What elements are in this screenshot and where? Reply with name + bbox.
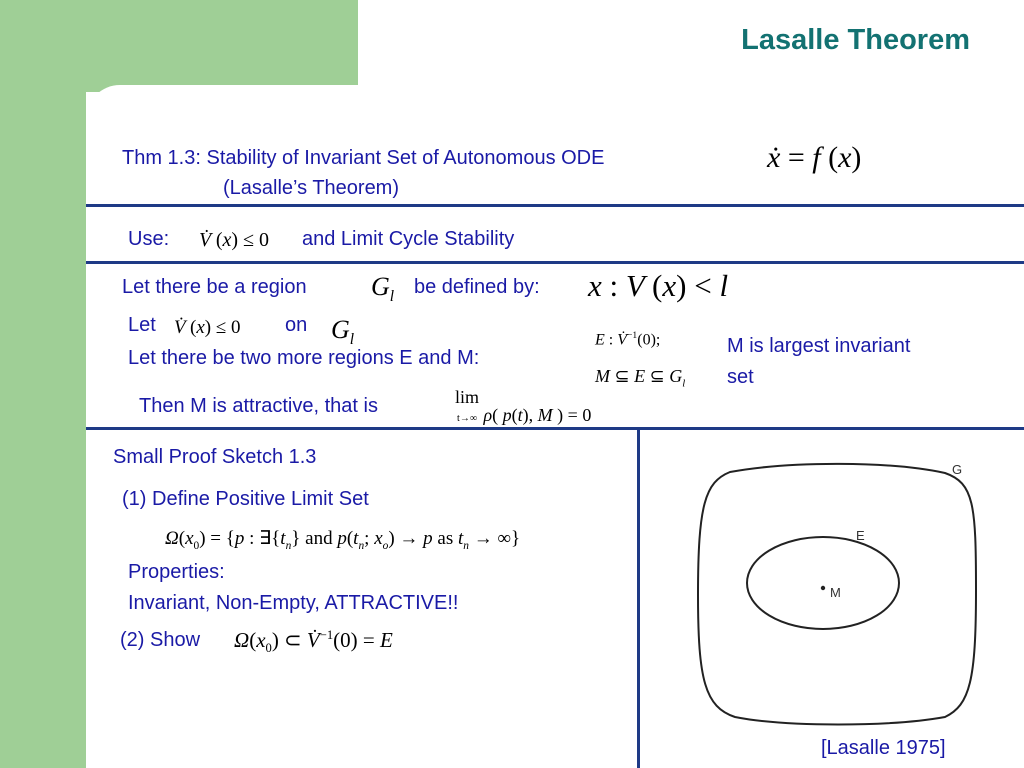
gl-symbol-2: $G_l$ — [331, 315, 355, 349]
label-m: M — [830, 585, 841, 600]
vdot-condition-formula: V̇ (x) ≤ 0 — [174, 317, 241, 338]
e-set-formula: E : V̇$^{-1}$(0); — [595, 330, 661, 349]
gl-symbol: $G_l$ — [371, 272, 395, 306]
divider-1 — [86, 204, 1024, 207]
region-text: Let there be a region — [122, 276, 307, 298]
divider-2 — [86, 261, 1024, 264]
attractive-limit-formula: lim t→∞ ρ( p(t), M ) = 0 — [455, 387, 592, 425]
on-label: on — [285, 314, 308, 336]
region-m-point — [821, 586, 825, 590]
theorem-subtitle: (Lasalle’s Theorem) — [223, 177, 400, 199]
citation: [Lasalle 1975] — [821, 737, 946, 759]
properties-label: Properties: — [128, 561, 225, 583]
vdot-leq-zero-formula: V̇ (x) ≤ 0 — [199, 229, 270, 251]
region-definition-formula: x : V (x) < l — [588, 268, 729, 303]
m-largest-text-1: M is largest invariant — [727, 335, 911, 357]
subset-formula: M ⊆ E ⊆ $G_l$ — [595, 366, 686, 390]
step-2: (2) Show — [120, 629, 201, 651]
two-regions-text: Let there be two more regions E and M: — [128, 347, 480, 369]
divider-3 — [86, 427, 1024, 430]
then-text: Then M is attractive, that is — [139, 395, 378, 417]
let-label: Let — [128, 314, 156, 336]
properties-values: Invariant, Non-Empty, ATTRACTIVE!! — [128, 592, 459, 614]
ode-formula: ẋ = f (x) — [767, 141, 862, 174]
use-label: Use: — [128, 228, 170, 250]
label-e: E — [856, 528, 865, 543]
vertical-divider — [637, 427, 640, 768]
step-1: (1) Define Positive Limit Set — [122, 488, 369, 510]
m-largest-text-2: set — [727, 366, 754, 388]
theorem-title: Thm 1.3: Stability of Invariant Set of Autonomous ODE — [122, 147, 605, 169]
limit-set-formula: $\Omega(x_0) = \{p$ : $\exists\{t_n\}$ and $p(t_n$; $x_o) \to p$ as $t_n$ → ∞} — [165, 528, 521, 552]
label-g: G — [952, 462, 963, 477]
show-formula: $\Omega(x_0)$ ⊂ V̇$^{-1}$(0) = E — [234, 628, 393, 656]
green-left-band — [0, 0, 86, 768]
use-description: and Limit Cycle Stability — [302, 228, 515, 250]
region-defined-text: be defined by: — [414, 276, 540, 298]
region-e-ellipse — [747, 537, 899, 629]
proof-title: Small Proof Sketch 1.3 — [113, 446, 317, 468]
slide-title: Lasalle Theorem — [741, 24, 970, 56]
